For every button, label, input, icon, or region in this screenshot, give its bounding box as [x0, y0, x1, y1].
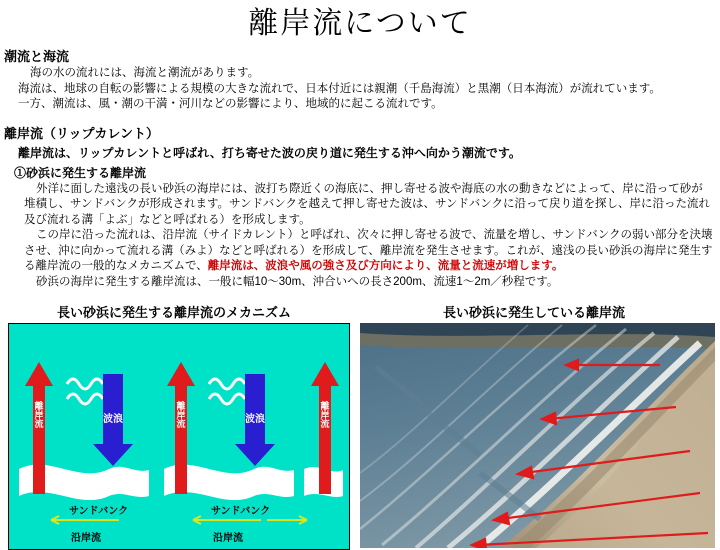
section-2-heading: 離岸流（リップカレント） [4, 125, 160, 141]
section-2-para-2 [24, 228, 714, 275]
figure-captions [0, 302, 720, 321]
rip-current-photo [360, 323, 715, 548]
longshore-label-left: 沿岸流 [71, 533, 101, 544]
rip-label-middle: 離岸流 [176, 401, 186, 429]
wave-label-left: 波浪 [103, 414, 123, 425]
section-2-para-3: 砂浜の海岸に発生する離岸流は、一般に幅10～30m、沖合いへの長さ200m、流速1～2m／秒程です。 [36, 275, 559, 288]
rip-label-right: 離岸流 [320, 401, 330, 429]
figure-left-caption: 長い砂浜に発生する離岸流のメカニズム [56, 305, 291, 320]
sandbank-label-left: サンドバンク [69, 506, 129, 517]
figures-area [0, 302, 720, 550]
section-1-heading: 潮流と海流 [4, 49, 70, 64]
figure-row [0, 323, 720, 550]
section-2-subheading: ①砂浜に発生する離岸流 [14, 165, 147, 180]
section-2-lead: 離岸流は、リップカレントと呼ばれ、打ち寄せた波の戻り道に発生する沖へ向かう潮流です。 [18, 145, 521, 160]
figure-right-caption: 長い砂浜に発生している離岸流 [442, 305, 625, 320]
section-2-emphasis: 離岸流は、波浪や風の強さ及び方向により、流量と流速が増します。 [207, 260, 564, 273]
rip-current-diagram [8, 323, 350, 550]
photo-svg [360, 323, 715, 548]
section-1-para-2: 海流は、地球の自転の影響による規模の大きな流れで、日本付近には親潮（千島海流）と黒潮（日本海流）が流れています。 [18, 82, 661, 95]
longshore-label-right: 沿岸流 [213, 533, 243, 544]
section-1-para-3: 一方、潮流は、風・潮の干満・河川などの影響により、地域的に起こる流れです。 [18, 98, 443, 111]
rip-label-left: 離岸流 [34, 401, 44, 429]
wave-label-right: 波浪 [245, 414, 265, 425]
section-1-para-1: 海の水の流れには、海流と潮流があります。 [30, 67, 260, 79]
section-2-para-2-text: この岸に沿った流れは、沿岸流（サイドカレント）と呼ばれ、次々に押し寄せる波で、流量を増し、サンドバンクの弱い部分を決壊させ、沖に向かって流れる溝（みよ）などと呼ばれる）を形成して、離岸流を発生させます。これが、遠浅の長い砂浜の海岸に発生する離岸流の一般的なメカニズムで、 [24, 229, 713, 273]
section-2-para-1: 外洋に面した遠浅の長い砂浜の海岸には、波打ち際近くの海底に、押し寄せる波や海底の水の動きなどによって、岸に沿って砂が堆積し、サンドバンクが形成されます。サンドバンクを越えて押し寄せた波は、サンドバンクに沿って戻り道を探し、岸に沿った流れ及び流れる溝「よぶ」などと呼ばれる）を形成します。 [24, 182, 710, 226]
sandbank-label-right: サンドバンク [211, 506, 271, 517]
page-title: 離岸流について [248, 7, 472, 40]
slide-page [0, 6, 720, 546]
diagram-svg [9, 324, 349, 549]
